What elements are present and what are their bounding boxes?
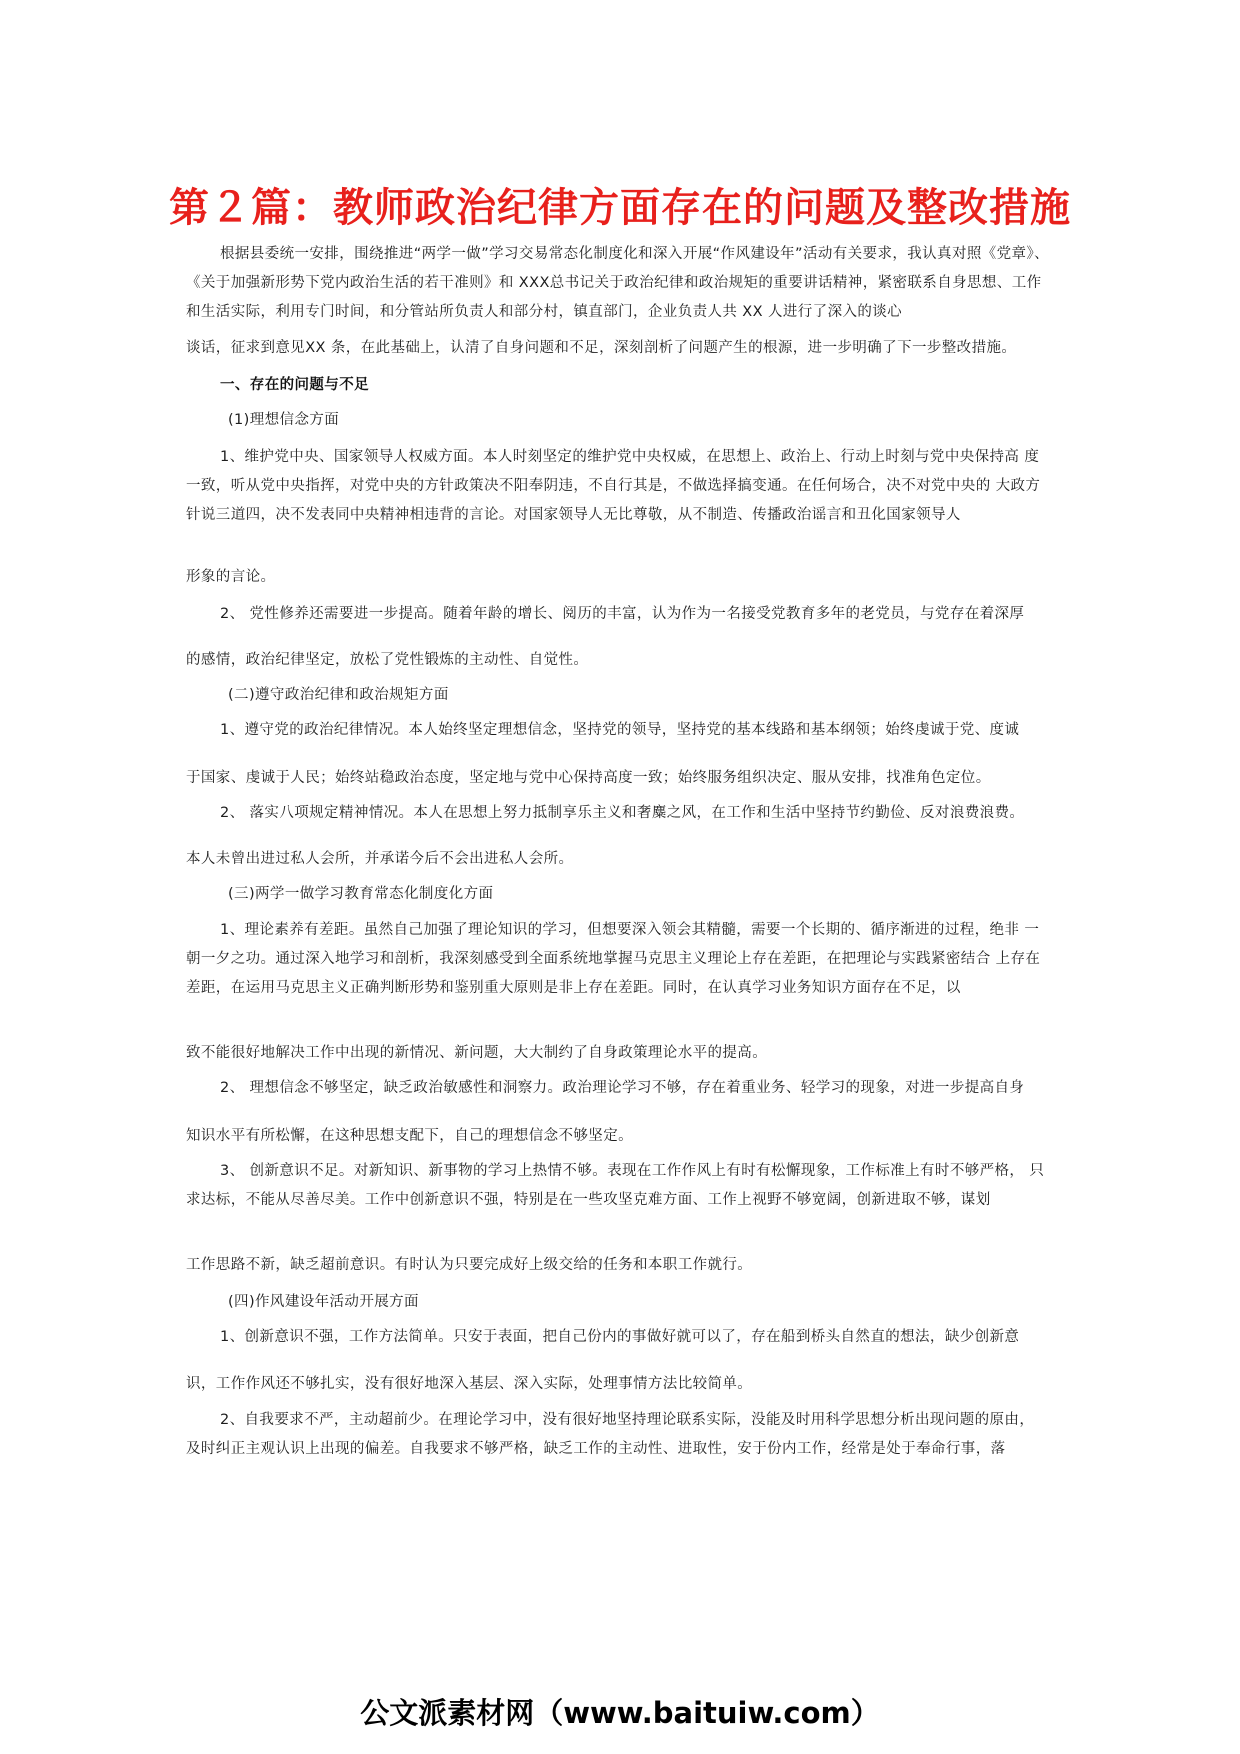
paragraph-intro-cont: 谈话，征求到意见XX 条，在此基础上，认清了自身问题和不足，深刻剖析了问题产生的根源，进一步明确了下一步整改措施。: [186, 340, 1017, 356]
paragraph-intro: 根据县委统一安排，围绕推进“两学一做”学习交易常态化制度化和深入开展“作风建设年”活动有关要求，我认真对照《党章》、《关于加强新形势下党内政治生活的若干准则》和 XXX总书记关于政治纪律和政治规矩的重要讲话精神，紧密联系自身思想、工作和生活实际，利用专门时间，和分管站所负责人和部分村，镇直部门，企业负责人共 XX 人进行了深入的谈心: [186, 246, 1049, 320]
paragraph-party-spirit: 2、 党性修养还需要进一步提高。随着年龄的增长、阅历的丰富，认为作为一名接受党教育多年的老党员，与党存在着深厚: [220, 606, 1025, 622]
subsection-heading-ideals: (1)理想信念方面: [228, 412, 340, 428]
site-footer-watermark: 公文派素材网（www.baituiw.com）: [360, 1696, 880, 1730]
subsection-heading-work-style: (四)作风建设年活动开展方面: [228, 1294, 419, 1310]
paragraph-party-spirit-cont: 的感情，政治纪律坚定，放松了党性锻炼的主动性、自觉性。: [186, 652, 589, 668]
paragraph-self-discipline: 2、自我要求不严，主动超前少。在理论学习中，没有很好地坚持理论联系实际，没能及时用科学思想分析出现问题的原由， 及时纠正主观认识上出现的偏差。自我要求不够严格，缺乏工作的主动性、进取性，安于份内工作，经常是处于奉命行事，落: [186, 1412, 1035, 1457]
paragraph-discipline-cont: 于国家、虔诚于人民；始终站稳政治态度，坚定地与党中心保持高度一致；始终服务组织决定、服从安排，找准角色定位。: [186, 770, 991, 786]
paragraph-ideals-weak-cont: 知识水平有所松懈，在这种思想支配下，自己的理想信念不够坚定。: [186, 1128, 633, 1144]
paragraph-methods: 1、创新意识不强，工作方法简单。只安于表面，把自己份内的事做好就可以了，存在船到桥头自然直的想法，缺少创新意: [220, 1329, 1020, 1345]
paragraph-eight-rules-cont: 本人未曾出进过私人会所，并承诺今后不会出进私人会所。: [186, 851, 574, 867]
subsection-heading-discipline: (二)遵守政治纪律和政治规矩方面: [228, 687, 449, 703]
paragraph-authority: 1、维护党中央、国家领导人权威方面。本人时刻坚定的维护党中央权威，在思想上、政治上、行动上时刻与党中央保持高 度一致，听从党中央指挥，对党中央的方针政策决不阳奉阴违，不自行其是，不做选择搞变通。在任何场合，决不对党中央的 大政方针说三道四，决不发表同中央精神相违背的言论。对国家领导人无比尊敬，从不制造、传播政治谣言和丑化国家领导人: [186, 449, 1041, 523]
paragraph-innovation: 3、 创新意识不足。对新知识、新事物的学习上热情不够。表现在工作作风上有时有松懈现象，工作标准上有时不够严格， 只求达标，不能从尽善尽美。工作中创新意识不强，特别是在一些攻坚克难方面、工作上视野不够宽阔，创新进取不够，谋划: [186, 1163, 1045, 1208]
document-title: 第２篇：教师政治纪律方面存在的问题及整改措施: [169, 184, 1071, 231]
paragraph-authority-cont: 形象的言论。: [186, 569, 276, 585]
paragraph-theory-gap-cont: 致不能很好地解决工作中出现的新情况、新问题，大大制约了自身政策理论水平的提高。: [186, 1045, 768, 1061]
paragraph-discipline: 1、遵守党的政治纪律情况。本人始终坚定理想信念，坚持党的领导，坚持党的基本线路和基本纲领；始终虔诚于党、度诚: [220, 722, 1020, 738]
subsection-heading-two-studies: (三)两学一做学习教育常态化制度化方面: [228, 886, 494, 902]
paragraph-methods-cont: 识，工作作风还不够扎实，没有很好地深入基层、深入实际，处理事情方法比较简单。: [186, 1376, 753, 1392]
paragraph-theory-gap: 1、理论素养有差距。虽然自己加强了理论知识的学习，但想要深入领会其精髓，需要一个长期的、循序渐进的过程，绝非 一朝一夕之功。通过深入地学习和剖析，我深刻感受到全面系统地掌握马克思主义理论上存在差距，在把理论与实践紧密结合 上存在差距，在运用马克思主义正确判断形势和鉴别重大原则是非上存在差距。同时，在认真学习业务知识方面存在不足，以: [186, 922, 1041, 996]
paragraph-innovation-cont: 工作思路不新，缺乏超前意识。有时认为只要完成好上级交给的任务和本职工作就行。: [186, 1257, 753, 1273]
paragraph-ideals-weak: 2、 理想信念不够坚定，缺乏政治敏感性和洞察力。政治理论学习不够，存在着重业务、轻学习的现象，对进一步提高自身: [220, 1080, 1025, 1096]
paragraph-eight-rules: 2、 落实八项规定精神情况。本人在思想上努力抵制享乐主义和奢麋之风，在工作和生活中坚持节约勤俭、反对浪费浪费。: [220, 805, 1025, 821]
section-heading-problems: 一、存在的问题与不足: [220, 377, 369, 393]
